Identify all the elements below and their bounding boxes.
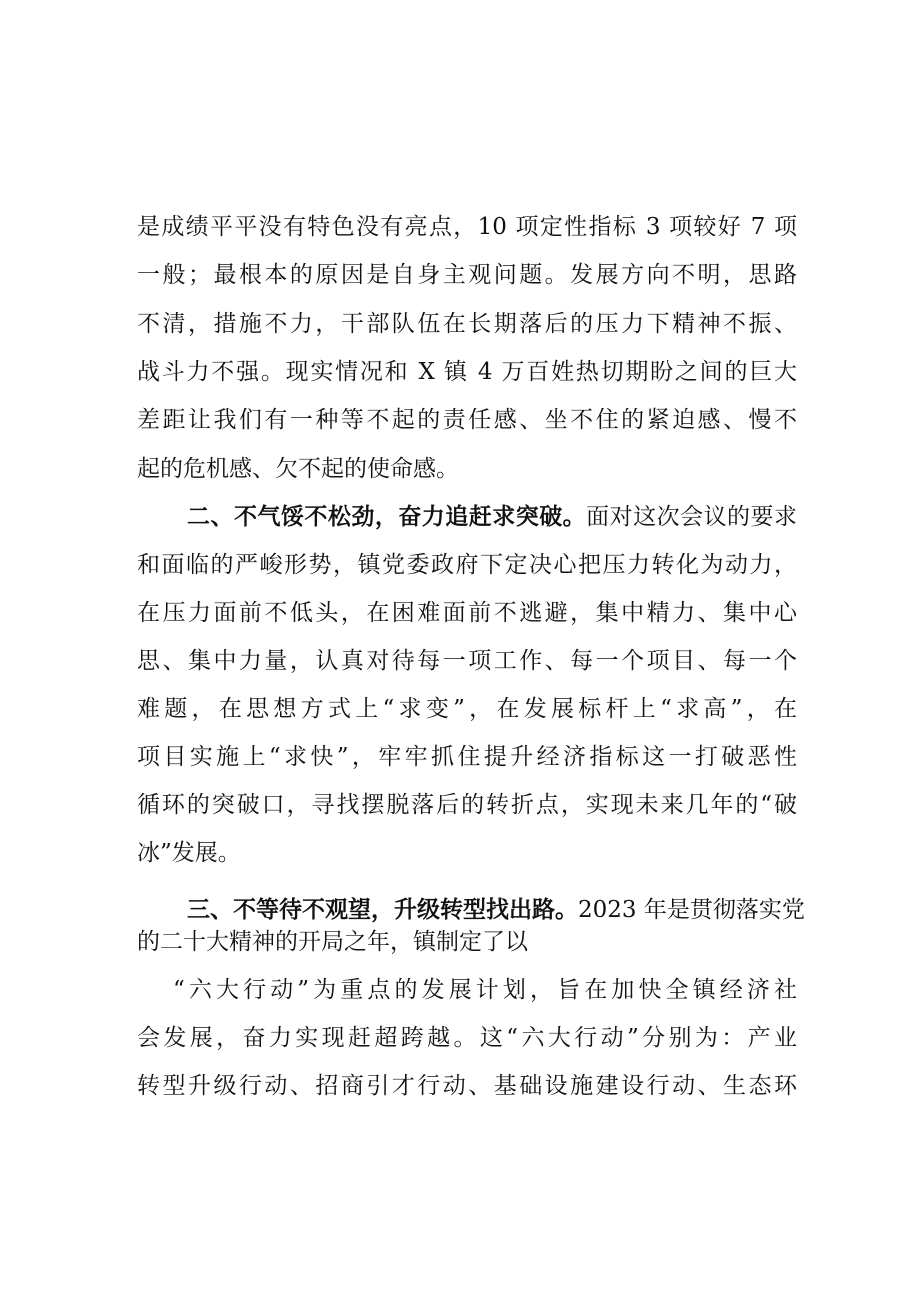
paragraph-2-line-2: 和面临的严峻形势，镇党委政府下定决心把压力转化为动力， [137, 552, 797, 578]
paragraph-3-first-line [187, 895, 805, 925]
paragraph-3-heading: 三、不等待不观望，升级转型找出路。 [187, 897, 578, 923]
paragraph-1-line-4: 战斗力不强。现实情况和 X 镇 4 万百姓热切期盼之间的巨大 [137, 359, 797, 385]
paragraph-2-first-line [187, 502, 797, 532]
paragraph-1-line-3: 不清，措施不力，干部队伍在长期落后的压力下精神不振、 [137, 311, 797, 337]
paragraph-2-heading: 二、不气馁不松劲，奋力追赶求突破。 [187, 504, 587, 530]
paragraph-1-line-5: 差距让我们有一种等不起的责任感、坐不住的紧迫感、慢不 [137, 407, 797, 433]
paragraph-2-line-5: 难题，在思想方式上“求变”，在发展标杆上“求高”，在 [137, 696, 797, 722]
paragraph-3-line-4: 会发展，奋力实现赶超跨越。这“六大行动”分别为：产业 [137, 1025, 797, 1051]
paragraph-2-line-4: 思、集中力量，认真对待每一项工作、每一个项目、每一个 [137, 648, 797, 674]
paragraph-2-first-line-rest: 面对这次会议的要求 [586, 504, 798, 530]
paragraph-3-line-5: 转型升级行动、招商引才行动、基础设施建设行动、生态环 [137, 1073, 797, 1099]
paragraph-1-line-1: 是成绩平平没有特色没有亮点，10 项定性指标 3 项较好 7 项 [137, 214, 797, 240]
paragraph-2-line-6: 项目实施上“求快”，牢牢抓住提升经济指标这一打破恶性 [137, 744, 797, 770]
paragraph-2-line-8: 冰”发展。 [137, 840, 241, 866]
paragraph-1-line-6: 起的危机感、欠不起的使命感。 [137, 456, 459, 482]
paragraph-2-line-3: 在压力面前不低头，在困难面前不逃避，集中精力、集中心 [137, 600, 797, 626]
paragraph-1-line-2: 一般；最根本的原因是自身主观问题。发展方向不明，思路 [137, 262, 797, 288]
paragraph-2-line-7: 循环的突破口，寻找摆脱落后的转折点，实现未来几年的“破 [137, 792, 797, 818]
paragraph-3-line-2: 的二十大精神的开局之年，镇制定了以 [137, 929, 528, 955]
paragraph-3-line-3: “六大行动”为重点的发展计划，旨在加快全镇经济社 [173, 977, 797, 1003]
paragraph-3-first-line-rest: 2023 年是贯彻落实党 [578, 897, 805, 923]
